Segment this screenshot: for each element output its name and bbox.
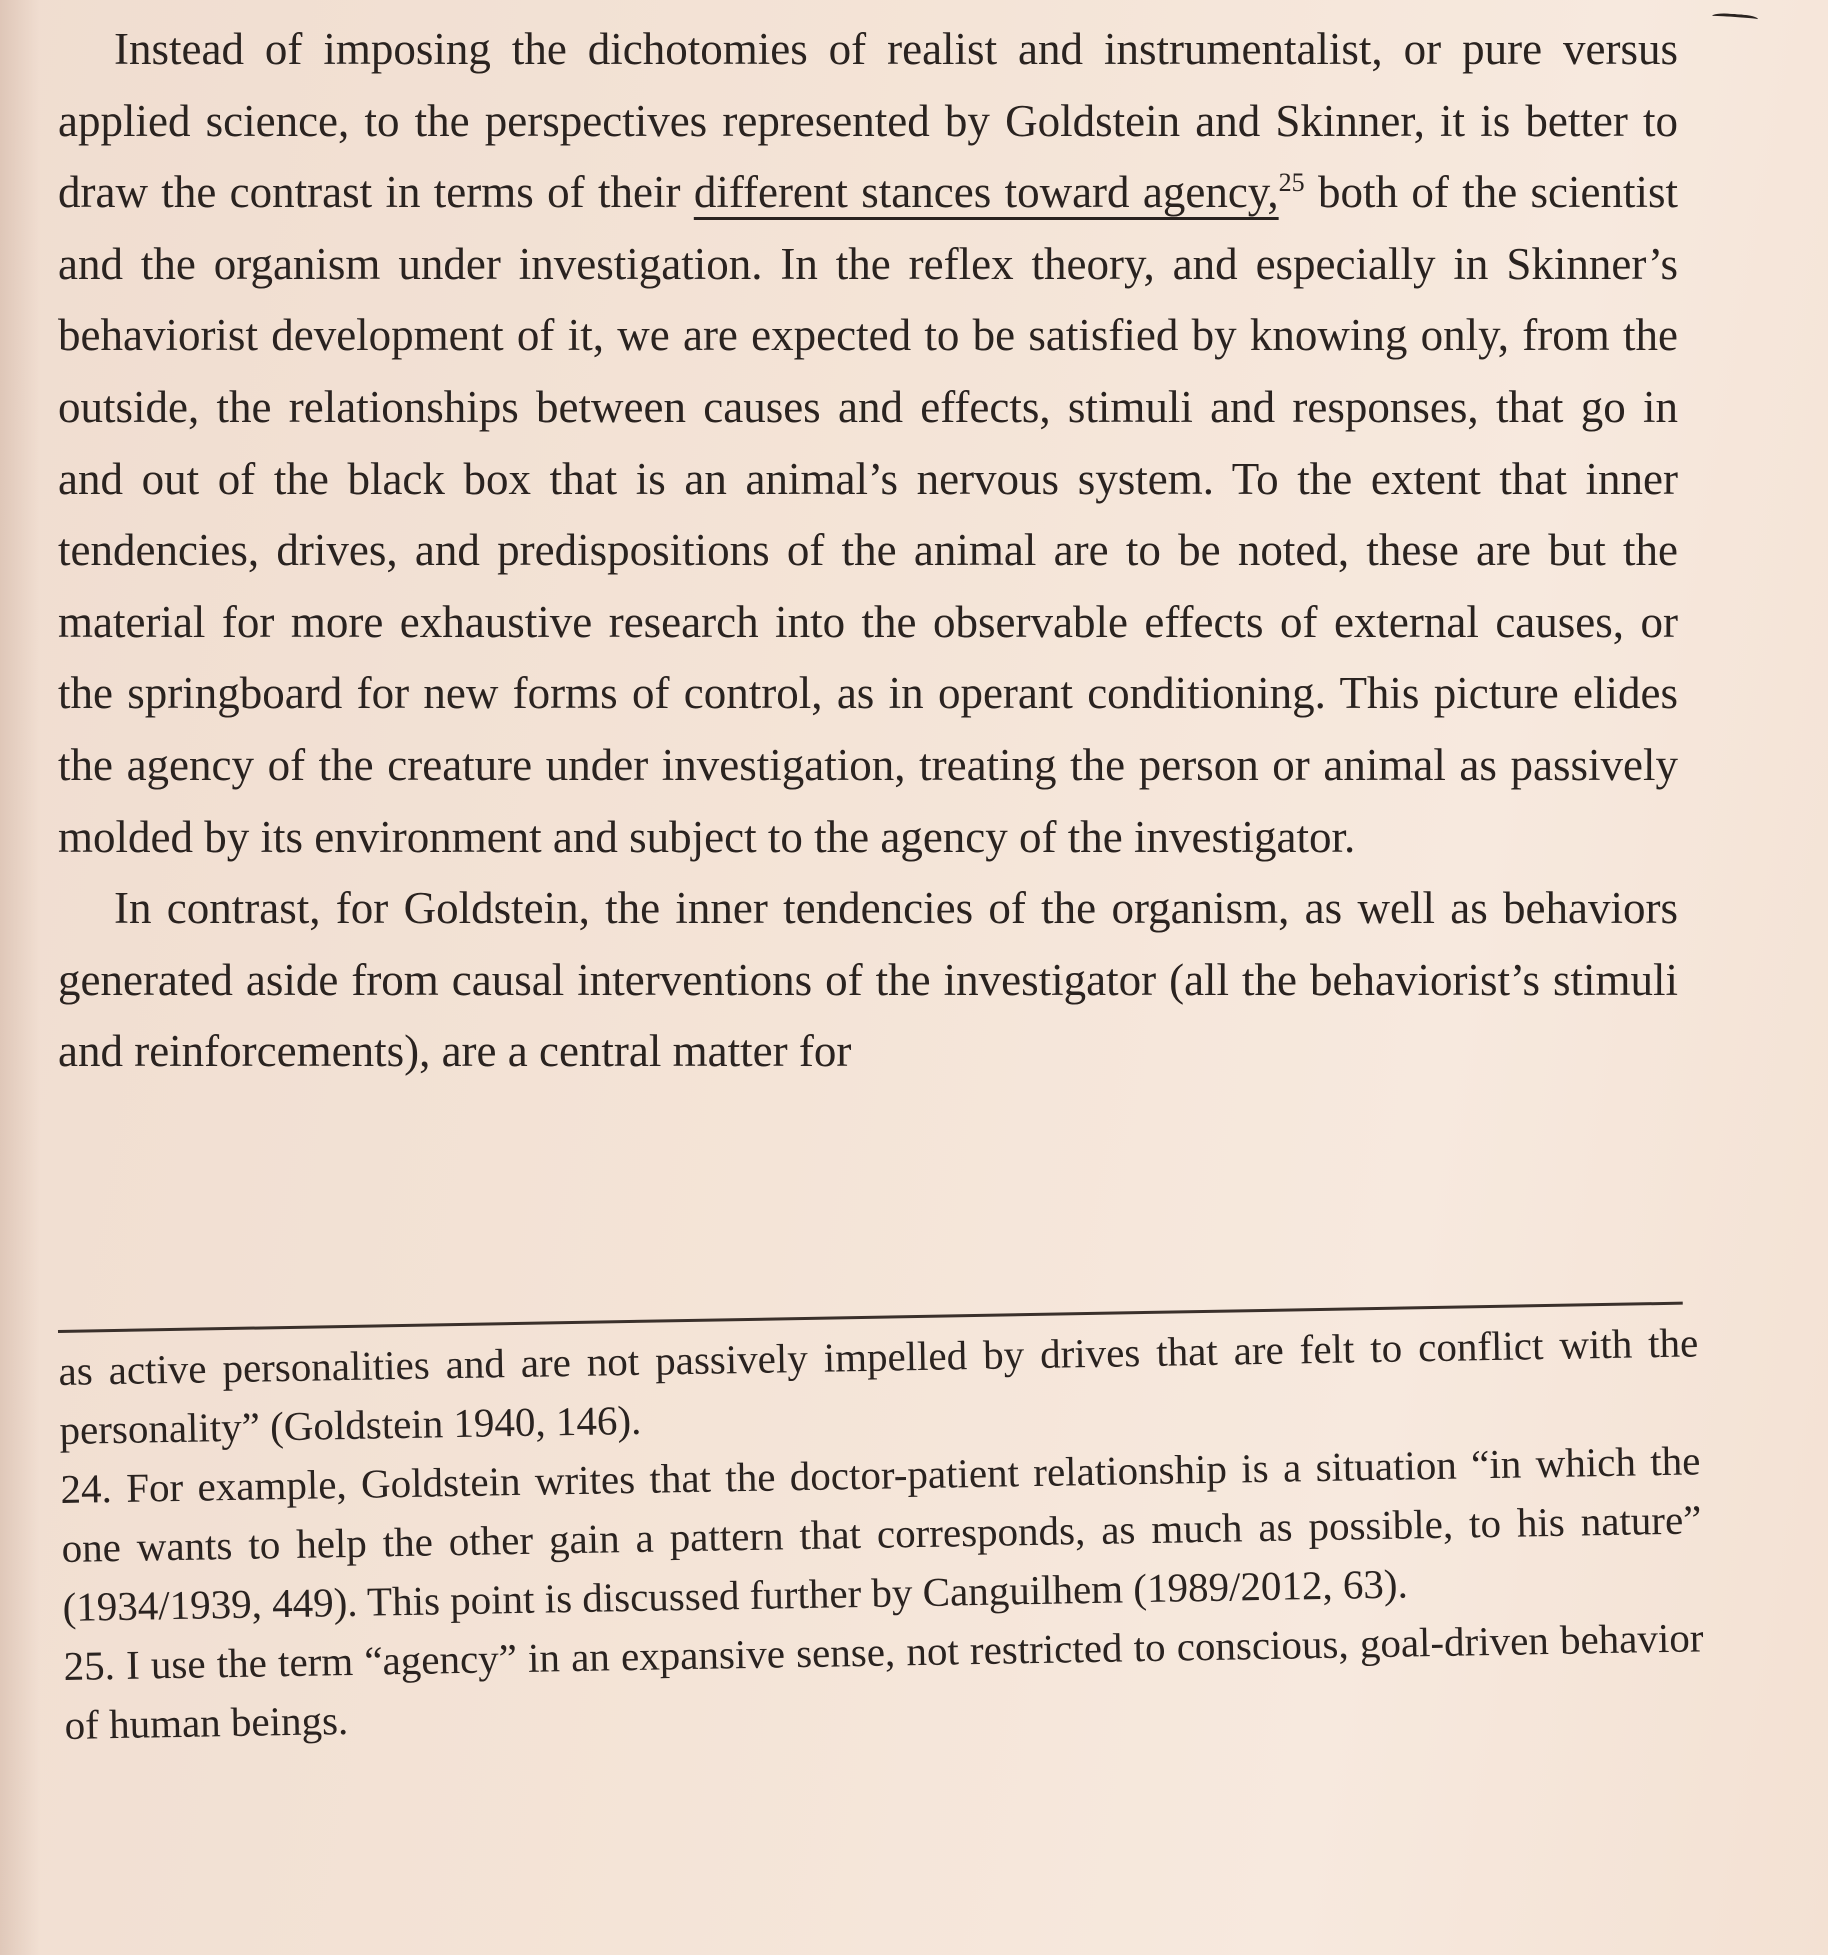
paragraph-1-before: Instead of imposing the dichotomies of realist and instrumentalist, or pure versus applied science, to the perspectives represented by Goldstein and Skinner, it is better to draw the contrast in terms of their bbox=[58, 24, 1678, 218]
footnote-ref-25: 25 bbox=[1278, 168, 1305, 198]
paragraph-1-after: both of the scientist and the organism under investigation. In the reflex theory, and especially in Skinner’s behaviorist development of it, we are expected to be satisfied by knowing only, from the outside, the relationships between causes and effects, stimuli and responses, that go in and out of the black box that is an animal’s nervous system. To the extent that inner tendencies, drives, and predispositions of the animal are to be noted, these are but the material for more exhaustive research into the observable effects of external causes, or the springboard for new forms of control, as in operant conditioning. This picture elides the agency of the creature under investigation, treating the person or animal as passively molded by its environment and subject to the agency of the investigator. bbox=[58, 167, 1679, 862]
main-text bbox=[58, 14, 1678, 1088]
footnote-24: 24. For example, Goldstein writes that the doctor-patient relationship is a situation “in which the one wants to help the other gain a pattern that corresponds, as much as possible, to his nature” (1934/1939, 449). This point is discussed further by Canguilhem (1989/2012, 63). bbox=[60, 1437, 1702, 1630]
underlined-phrase: different stances toward agency, bbox=[693, 167, 1279, 218]
pencil-margin-mark bbox=[1712, 12, 1759, 24]
paragraph-1 bbox=[58, 14, 1678, 873]
paragraph-2: In contrast, for Goldstein, the inner tendencies of the organism, as well as behaviors generated aside from causal interventions of the investigator (all the behaviorist’s stimuli and reinforcements), are a central matter for bbox=[58, 883, 1678, 1077]
footnotes bbox=[58, 1313, 1705, 1755]
page-edge-shadow bbox=[0, 0, 40, 1955]
footnote-25: 25. I use the term “agency” in an expansive sense, not restricted to conscious, goal-driven behavior of human beings. bbox=[63, 1614, 1704, 1748]
footnote-continued: as active personalities and are not passively impelled by drives that are felt to conflict with the personality” (Goldstein 1940, 146). bbox=[58, 1319, 1699, 1453]
book-page bbox=[58, 0, 1704, 1955]
